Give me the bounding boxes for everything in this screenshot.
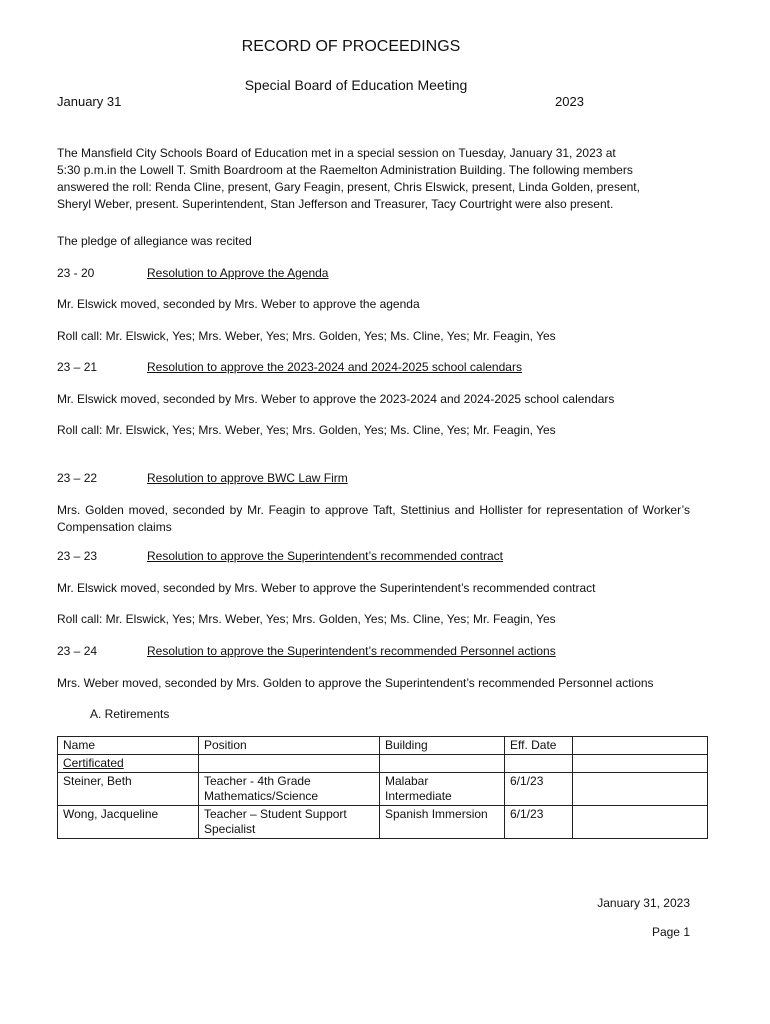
resolution-title: Resolution to approve BWC Law Firm — [147, 471, 348, 485]
resolution-motion: Mr. Elswick moved, seconded by Mrs. Weber to approve the 2023-2024 and 2024-2025 school calendars — [57, 392, 615, 406]
header-cell — [573, 737, 708, 755]
page-number: Page 1 — [651, 925, 690, 939]
resolution-motion: Mrs. Golden moved, seconded by Mr. Feagin to approve Taft, Stettinius and Hollister for representation of Worker’s Compensation claims — [57, 503, 690, 534]
footer-date: January 31, 2023 — [597, 896, 690, 910]
meeting-subtitle: Special Board of Education Meeting — [244, 77, 468, 93]
date-cell: 6/1/23 — [505, 773, 573, 806]
meeting-year: 2023 — [555, 94, 584, 109]
position-line: Teacher – Student Support — [204, 807, 347, 821]
table-header-row — [58, 737, 708, 755]
building-line: Malabar — [385, 774, 429, 788]
resolution-roll-call: Roll call: Mr. Elswick, Yes; Mrs. Weber, Yes; Mrs. Golden, Yes; Ms. Cline, Yes; Mr. Feagin, Yes — [57, 612, 556, 626]
header-cell: Position — [199, 737, 380, 755]
date-cell: 6/1/23 — [505, 806, 573, 839]
resolution-title: Resolution to approve the Superintendent’s recommended Personnel actions — [147, 644, 556, 658]
resolution-motion: Mrs. Weber moved, seconded by Mrs. Golden to approve the Superintendent’s recommended Personnel actions — [57, 676, 654, 690]
pledge-text: The pledge of allegiance was recited — [57, 234, 252, 248]
retirements-table — [57, 736, 708, 839]
resolution-number: 23 – 22 — [57, 471, 98, 485]
resolution-number: 23 - 20 — [57, 266, 95, 280]
section-cell — [58, 755, 199, 773]
resolution-title: Resolution to Approve the Agenda — [147, 266, 329, 280]
intro-line: The Mansfield City Schools Board of Education met in a special session on Tuesday, January 31, 2023 at — [57, 146, 616, 160]
building-line: Intermediate — [385, 789, 452, 803]
position-cell — [199, 773, 380, 806]
resolution-motion: Mr. Elswick moved, seconded by Mrs. Weber to approve the agenda — [57, 297, 420, 311]
position-line: Teacher - 4th Grade — [204, 774, 311, 788]
intro-line: 5:30 p.m.in the Lowell T. Smith Boardroom at the Raemelton Administration Building. The following members — [57, 163, 633, 177]
resolution-number: 23 – 21 — [57, 360, 98, 374]
section-label: Certificated — [63, 756, 124, 770]
resolution-motion: Mr. Elswick moved, seconded by Mrs. Weber to approve the Superintendent’s recommended contract — [57, 581, 596, 595]
intro-line: answered the roll: Renda Cline, present, Gary Feagin, present, Chris Elswick, present, Linda Golden, present, — [57, 180, 640, 194]
position-line: Mathematics/Science — [204, 789, 319, 803]
building-cell — [380, 773, 505, 806]
resolution-number: 23 – 23 — [57, 549, 98, 563]
name-cell: Wong, Jacqueline — [58, 806, 199, 839]
resolution-number: 23 – 24 — [57, 644, 98, 658]
position-line: Specialist — [204, 822, 256, 836]
table-row — [58, 773, 708, 806]
header-cell: Building — [380, 737, 505, 755]
table-row — [58, 806, 708, 839]
building-line: Spanish Immersion — [385, 807, 488, 821]
resolution-title: Resolution to approve the 2023-2024 and 2024-2025 school calendars — [147, 360, 522, 374]
meeting-date: January 31 — [57, 94, 122, 109]
intro-line: Sheryl Weber, present. Superintendent, Stan Jefferson and Treasurer, Tacy Courtright were also present. — [57, 197, 614, 211]
resolution-roll-call: Roll call: Mr. Elswick, Yes; Mrs. Weber, Yes; Mrs. Golden, Yes; Ms. Cline, Yes; Mr. Feagin, Yes — [57, 423, 556, 437]
retirements-heading: A. Retirements — [90, 707, 170, 721]
resolution-title: Resolution to approve the Superintendent’s recommended contract — [147, 549, 503, 563]
name-cell: Steiner, Beth — [58, 773, 199, 806]
header-cell: Eff. Date — [505, 737, 573, 755]
intro-paragraph — [57, 145, 697, 213]
resolution-roll-call: Roll call: Mr. Elswick, Yes; Mrs. Weber, Yes; Mrs. Golden, Yes; Ms. Cline, Yes; Mr. Feagin, Yes — [57, 329, 556, 343]
building-cell — [380, 806, 505, 839]
table-section-row — [58, 755, 708, 773]
position-cell — [199, 806, 380, 839]
header-cell: Name — [58, 737, 199, 755]
page-title: RECORD OF PROCEEDINGS — [241, 38, 461, 55]
